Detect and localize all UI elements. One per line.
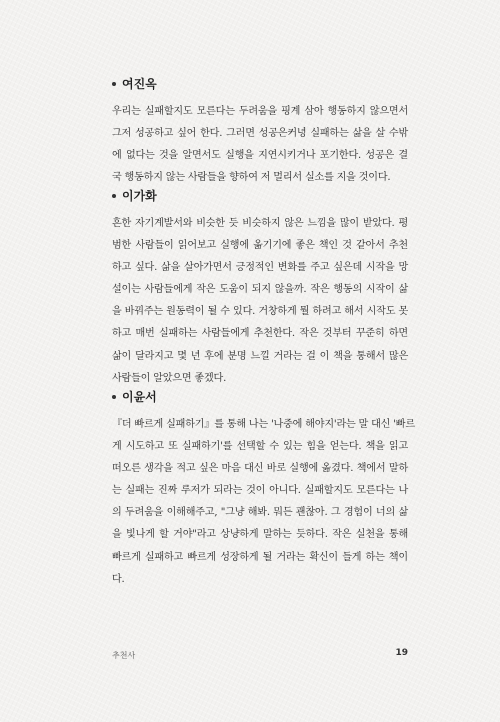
review-line: 국 행동하지 않는 사람들을 향하여 저 멀리서 실소를 지을 것이다. [112, 172, 391, 184]
review-line: 다. [112, 573, 125, 585]
reviewer-heading [112, 389, 408, 405]
review-line: 을 바꿔주는 원동력이 될 수 있다. 거창하게 뭘 하려고 해서 시작도 못 [112, 306, 408, 318]
footer-section-label: 추천사 [112, 651, 136, 660]
review-line: 사람들이 알았으면 좋겠다. [112, 372, 227, 384]
bullet-icon [112, 194, 116, 198]
review-line: 그저 성공하고 싶어 한다. 그러면 성공은커녕 실패하는 삶을 살 수밖 [112, 128, 408, 140]
review-text [112, 101, 408, 189]
review-line: 하고 매번 실패하는 사람들에게 추천한다. 작은 것부터 꾸준히 하면 [112, 328, 408, 340]
review-line: 게 시도하고 또 실패하기'를 선택할 수 있는 힘을 얻는다. 책을 읽고 [112, 441, 408, 453]
reviewer-heading [112, 76, 408, 92]
review-text [112, 213, 408, 390]
bullet-icon [112, 82, 116, 86]
review-line: 『더 빠르게 실패하기』를 통해 나는 '나중에 해야지'라는 말 대신 '빠르 [112, 419, 415, 430]
reviewer-name: 여진옥 [122, 77, 157, 91]
review-section-2 [112, 188, 408, 390]
reviewer-name: 이가화 [122, 189, 157, 203]
review-line: 의 두려움을 이해해주고, "그냥 해봐. 뭐든 괜찮아. 그 경험이 너의 삶 [112, 507, 408, 519]
review-section-1 [112, 76, 408, 189]
review-line: 하고 싶다. 삶을 살아가면서 긍정적인 변화를 주고 싶은데 시작을 망 [112, 262, 408, 274]
review-line: 는 실패는 진짜 루저가 되라는 것이 아니다. 실패할지도 모른다는 나 [112, 485, 408, 497]
review-section-3 [112, 389, 415, 591]
review-line: 을 빛나게 할 거야"라고 상냥하게 말하는 듯하다. 작은 실천을 통해 [112, 529, 408, 541]
review-line: 에 없다는 것을 알면서도 실행을 지연시키거나 포기한다. 성공은 결 [112, 150, 408, 162]
reviewer-name: 이윤서 [122, 390, 157, 404]
review-line: 우리는 실패할지도 모른다는 두려움을 핑계 삼아 행동하지 않으면서 [112, 106, 408, 117]
review-line: 떠오른 생각을 적고 싶은 마음 대신 바로 실행에 옮겼다. 책에서 말하 [112, 463, 408, 475]
review-line: 삶이 달라지고 몇 년 후에 분명 느낄 거라는 걸 이 책을 통해서 많은 [112, 350, 408, 362]
review-text [112, 414, 415, 591]
review-line: 흔한 자기계발서와 비슷한 듯 비슷하지 않은 느낌을 많이 받았다. 평 [112, 218, 408, 229]
review-line: 빠르게 실패하고 빠르게 성장하게 될 거라는 확신이 들게 하는 책이 [112, 551, 408, 563]
review-line: 범한 사람들이 읽어보고 실행에 옮기기에 좋은 책인 것 같아서 추천 [112, 240, 408, 252]
reviewer-heading [112, 188, 408, 204]
bullet-icon [112, 395, 116, 399]
review-line: 설이는 사람들에게 작은 도움이 되지 않을까. 작은 행동의 시작이 삶 [112, 284, 408, 296]
page-number: 19 [395, 648, 408, 658]
